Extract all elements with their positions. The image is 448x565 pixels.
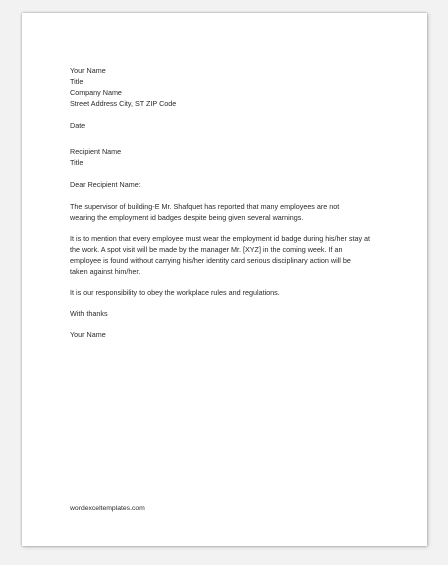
closing: With thanks [70,309,108,318]
signature-name: Your Name [70,330,106,339]
letter-date: Date [70,121,86,130]
signature-block [70,329,390,340]
paragraph-2-line-3: employee is found without carrying his/her identity card serious disciplinary action will be [70,256,351,265]
footer-website: wordexceltemplates.com [70,505,145,512]
salutation-block [70,179,390,190]
paragraph-1-line-1: The supervisor of building-E Mr. Shafquet has reported that many employees are not [70,202,340,211]
closing-block [70,308,390,319]
letter-body [70,65,390,340]
paragraph-3 [70,287,390,298]
sender-block [70,65,390,109]
recipient-block [70,146,390,168]
sender-address: Street Address City, ST ZIP Code [70,99,177,108]
sender-title: Title [70,77,84,86]
paragraph-2-line-1: It is to mention that every employee must wear the employment id badge during his/her stay at [70,234,371,243]
paragraph-1-line-2: wearing the employment id badges despite being given several warnings. [70,213,304,222]
sender-company: Company Name [70,88,122,97]
paragraph-3-line-1: It is our responsibility to obey the workplace rules and regulations. [70,288,280,297]
date-block [70,120,390,131]
salutation: Dear Recipient Name: [70,180,141,189]
paragraph-1 [70,201,390,223]
recipient-name: Recipient Name [70,147,122,156]
document-page [22,13,427,546]
sender-name: Your Name [70,66,106,75]
paragraph-2-line-4: taken against him/her. [70,267,141,276]
recipient-title: Title [70,158,84,167]
paragraph-2 [70,233,390,277]
paragraph-2-line-2: the work. A spot visit will be made by the manager Mr. [XYZ] in the coming week. If an [70,245,343,254]
